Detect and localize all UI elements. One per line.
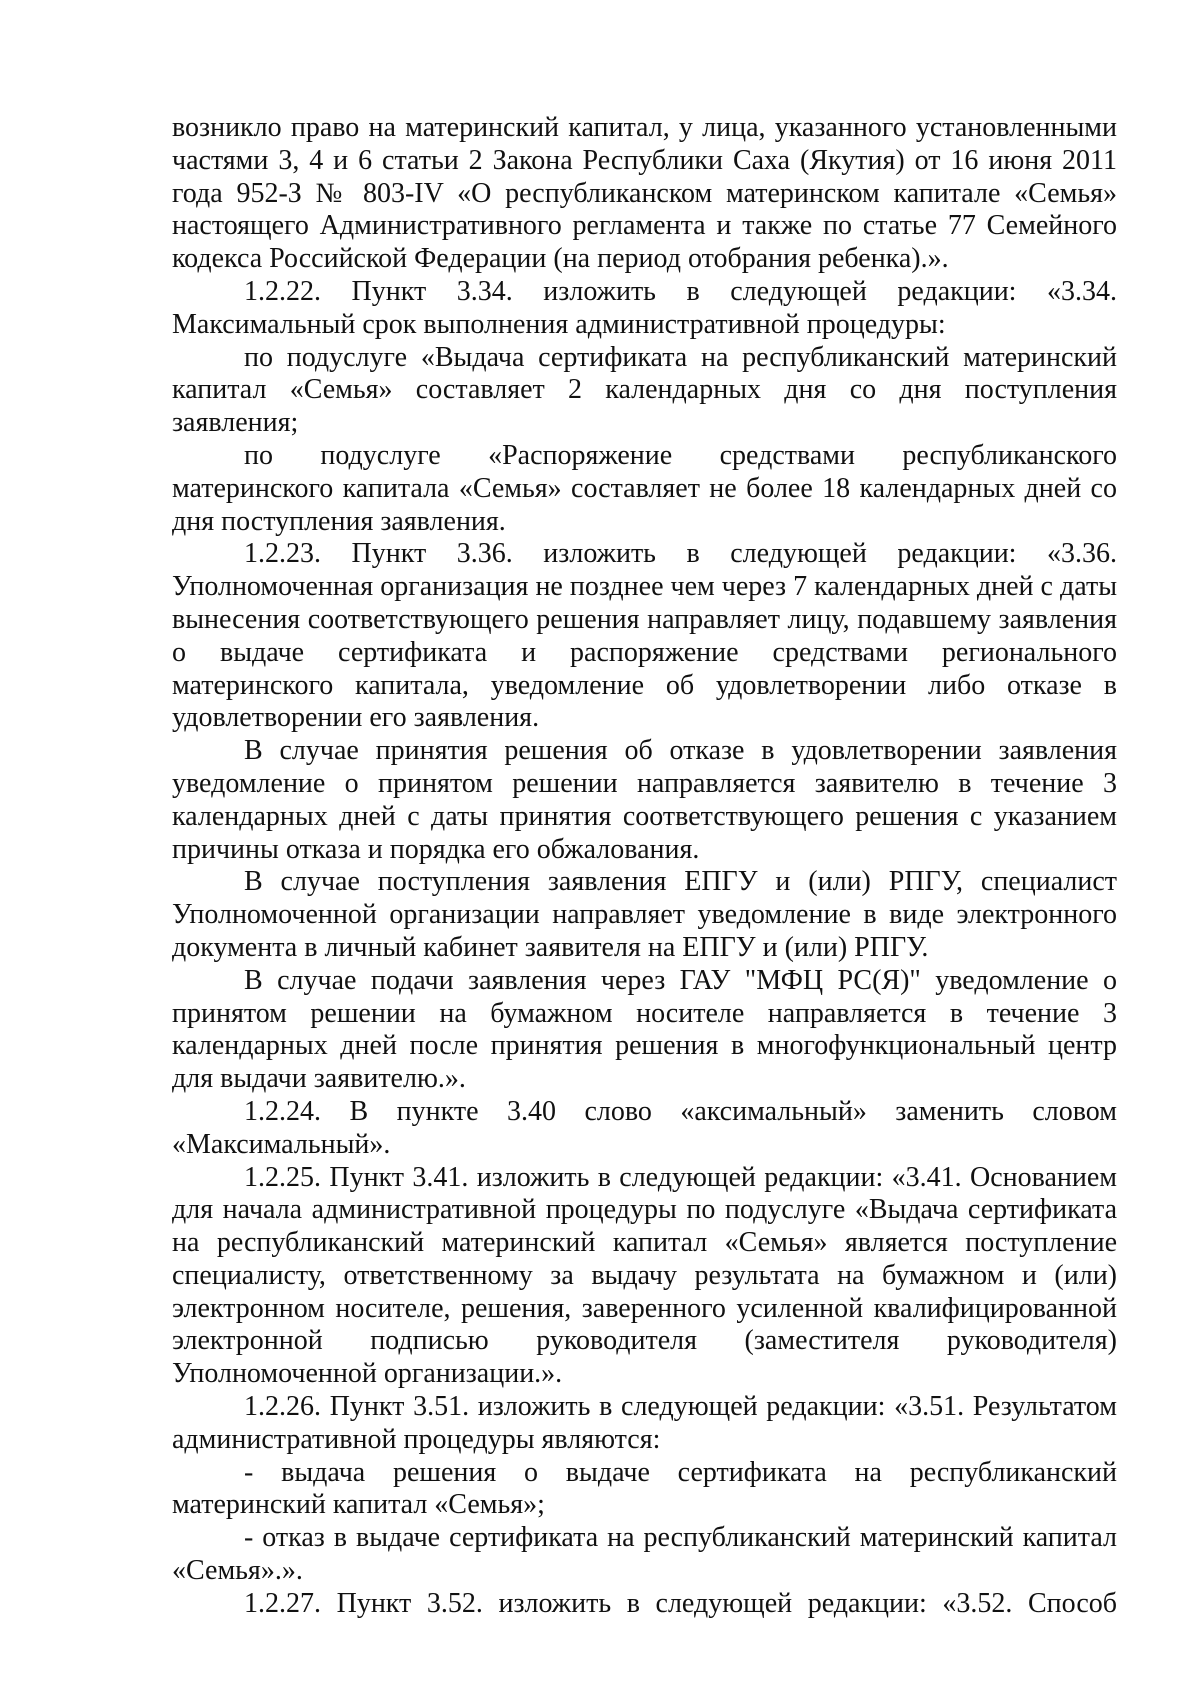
paragraph-refusal-notice: В случае принятия решения об отказе в удовлетворении заявления уведомление о принятом решении направляется заявителю в течение 3 календарных дней с даты принятия соответствующего решения с указанием причины отказа и порядка его обжалования. bbox=[172, 735, 1117, 865]
paragraph-item-1-2-22: 1.2.22. Пункт 3.34. изложить в следующей редакции: «3.34. Максимальный срок выполнения административной процедуры: bbox=[172, 275, 1117, 340]
paragraph-item-1-2-26: 1.2.26. Пункт 3.51. изложить в следующей редакции: «3.51. Результатом административной процедуры являются: bbox=[172, 1391, 1117, 1455]
paragraph-result-refusal: - отказ в выдаче сертификата на республиканский материнский капитал «Семья».». bbox=[172, 1522, 1117, 1587]
paragraph-item-1-2-23: 1.2.23. Пункт 3.36. изложить в следующей редакции: «3.36. Уполномоченная организация не позднее чем через 7 календарных дней с даты вынесения соответствующего решения направляет лицу, подавшему заявления о выдаче сертификата и распоряжение средствами регионального материнского капитала, уведомление об удовлетворении либо отказе в удовлетворении его заявления. bbox=[172, 538, 1117, 734]
paragraph-item-1-2-24: 1.2.24. В пункте 3.40 слово «аксимальный» заменить словом «Максимальный». bbox=[172, 1095, 1117, 1160]
paragraph-item-1-2-27: 1.2.27. Пункт 3.52. изложить в следующей редакции: «3.52. Способ bbox=[244, 1587, 1117, 1619]
paragraph-mfc-notice: В случае подачи заявления через ГАУ "МФЦ РС(Я)" уведомление о принятом решении на бумажном носителе направляется в течение 3 календарных дней после принятия решения в многофункциональный центр для выдачи заявителю.». bbox=[172, 964, 1117, 1095]
paragraph-certificate-term: по подуслуге «Выдача сертификата на республиканский материнский капитал «Семья» составляет 2 календарных дня со дня поступления заявления; bbox=[172, 341, 1117, 439]
paragraph-epgu-notice: В случае поступления заявления ЕПГУ и (или) РПГУ, специалист Уполномоченной организации направляет уведомление в виде электронного документа в личный кабинет заявителя на ЕПГУ и (или) РПГУ. bbox=[172, 866, 1117, 963]
paragraph-disposal-term: по подуслуге «Распоряжение средствами республиканского материнского капитала «Семья» составляет не более 18 календарных дней со дня поступления заявления. bbox=[172, 439, 1117, 537]
paragraph-continuation: возникло право на материнский капитал, у лица, указанного установленными частями 3, 4 и 6 статьи 2 Закона Республики Саха (Якутия) от 16 июня 2011 года 952-З № 803-IV «О республиканском материнском капитале «Семья» настоящего Административного регламента и также по статье 77 Семейного кодекса Российской Федерации (на период отобрания ребенка).». bbox=[172, 112, 1117, 275]
paragraph-item-1-2-25: 1.2.25. Пункт 3.41. изложить в следующей редакции: «3.41. Основанием для начала административной процедуры по подуслуге «Выдача сертификата на республиканский материнский капитал «Семья» является поступление специалисту, ответственному за выдачу результата на бумажном и (или) электронном носителе, решения, заверенного усиленной квалифицированной электронной подписью руководителя (заместителя руководителя) Уполномоченной организации.». bbox=[172, 1161, 1117, 1390]
paragraph-result-issue: - выдача решения о выдаче сертификата на республиканский материнский капитал «Семья»; bbox=[172, 1456, 1117, 1521]
document-body bbox=[172, 112, 1117, 1621]
